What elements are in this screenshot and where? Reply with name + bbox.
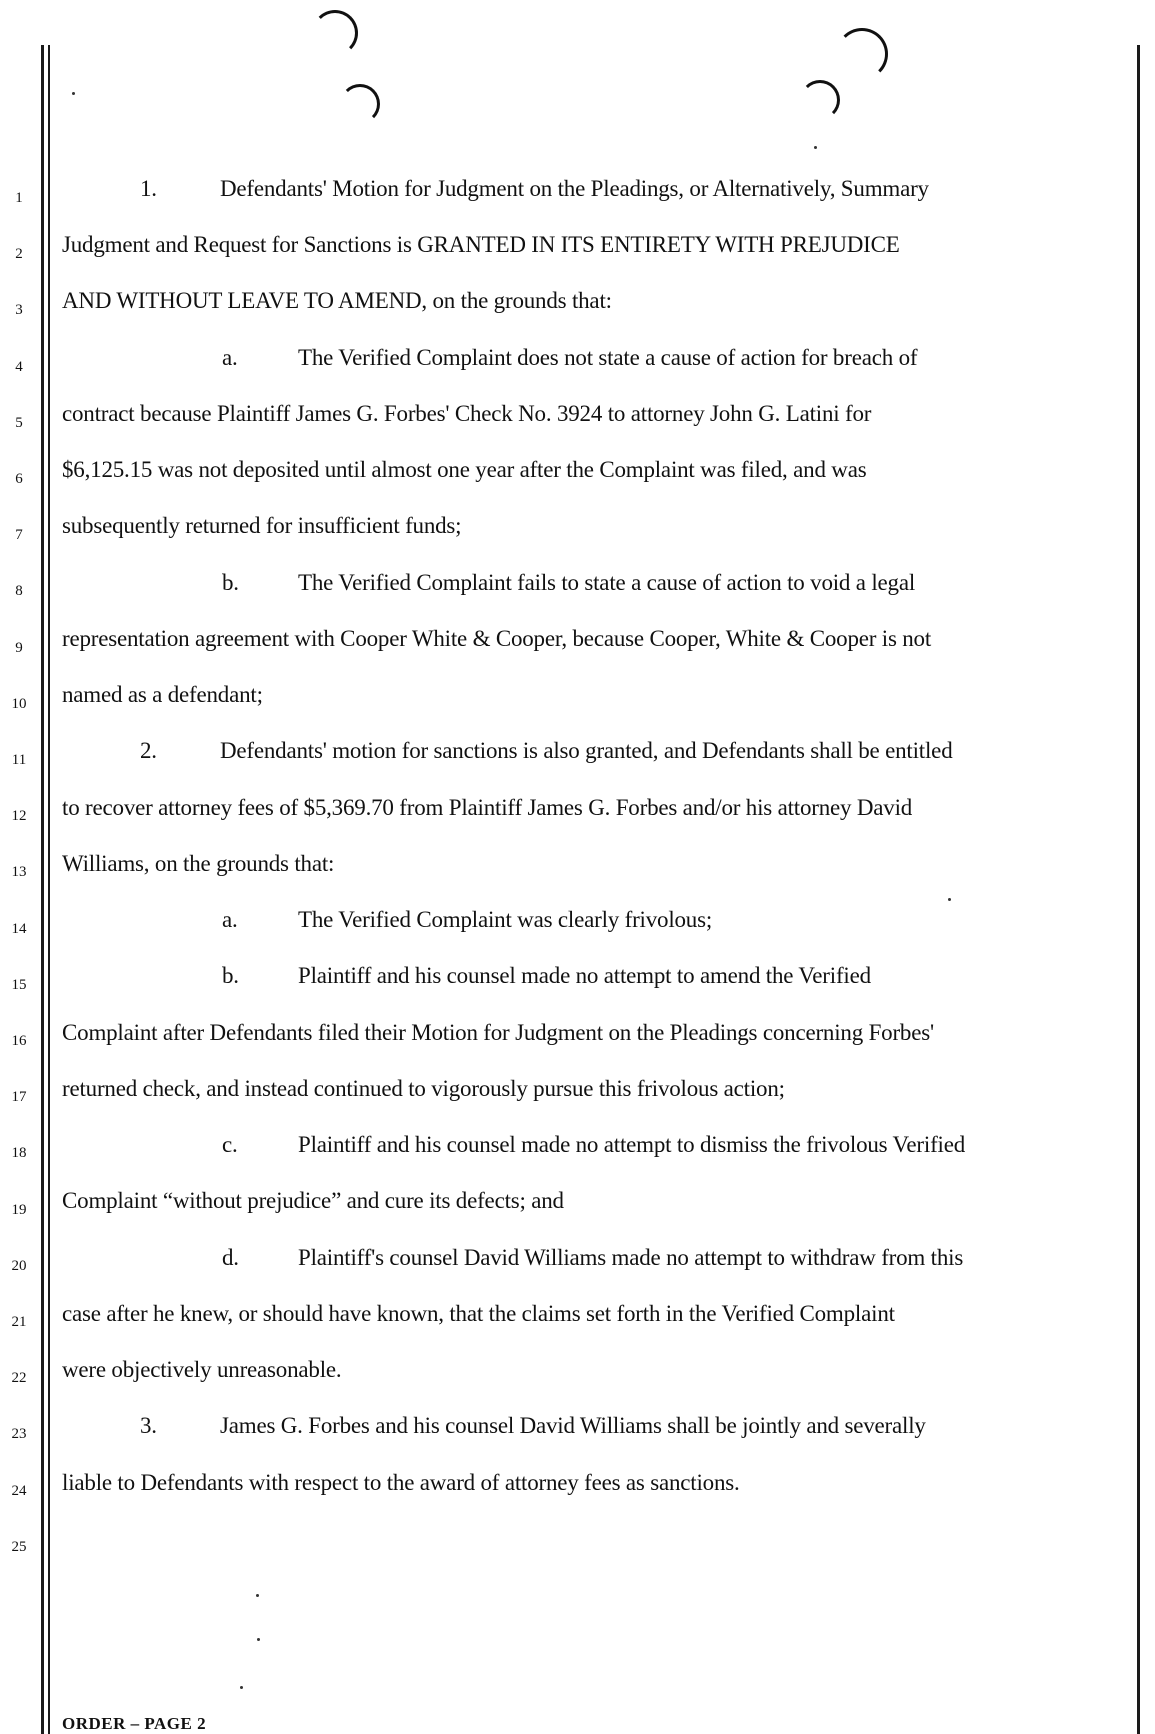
text-line: Complaint after Defendants filed their Motion for Judgment on the Pleadings concerning Forbes' [62,1020,934,1045]
line-number: 2 [15,246,23,263]
text-line: representation agreement with Cooper White & Cooper, because Cooper, White & Cooper is not [62,626,932,651]
line-number: 19 [11,1201,27,1218]
line-number: 3 [15,302,23,319]
scan-speck [240,1686,243,1689]
line-number: 6 [15,471,23,487]
line-number: 17 [11,1089,27,1106]
right-margin-rule [1137,45,1140,1734]
text-line: The Verified Complaint fails to state a cause of action to void a legal [298,570,916,595]
punch-hole-mark [340,84,380,124]
text-line: $6,125.15 was not deposited until almost one year after the Complaint was filed, and was [62,457,867,482]
line-number: 14 [11,920,27,937]
scan-speck [948,898,951,901]
line-number: 22 [11,1370,27,1387]
punch-hole-mark [836,28,888,80]
text-line: The Verified Complaint was clearly frivolous; [298,907,713,932]
scan-speck [814,146,817,149]
line-number: 7 [15,527,23,544]
text-line: Defendants' motion for sanctions is also granted, and Defendants shall be entitled [220,738,953,763]
line-number: 16 [11,1033,27,1049]
line-number: 12 [11,808,27,825]
scan-speck [72,92,75,95]
paragraph-number: 1. [140,176,157,201]
line-number: 5 [15,414,23,431]
subparagraph-label: d. [222,1245,239,1270]
scan-speck [257,1638,260,1641]
page-footer: ORDER – PAGE 2 [62,1714,207,1733]
text-line: liable to Defendants with respect to the award of attorney fees as sanctions. [62,1470,740,1495]
text-line: Complaint “without prejudice” and cure its defects; and [62,1188,564,1213]
subparagraph-1b [222,570,916,596]
subparagraph-label: b. [222,570,239,595]
line-number: 21 [11,1314,27,1330]
line-number: 1 [15,190,23,206]
line-number: 24 [11,1482,27,1499]
text-line: Plaintiff and his counsel made no attempt to dismiss the frivolous Verified [298,1132,966,1157]
line-number: 13 [11,864,27,881]
text-line: named as a defendant; [62,682,263,707]
text-line: returned check, and instead continued to vigorously pursue this frivolous action; [62,1076,785,1101]
line-number: 9 [15,639,23,656]
subparagraph-2d [222,1245,964,1271]
paragraph-3 [140,1413,926,1439]
line-number: 20 [11,1257,27,1274]
paragraph-number: 3. [140,1413,157,1438]
paragraph-number: 2. [140,738,157,763]
paragraph-1 [140,176,929,202]
line-number: 11 [11,752,27,768]
punch-hole-mark [312,10,358,56]
subparagraph-label: c. [222,1132,238,1157]
text-line: Judgment and Request for Sanctions is GRANTED IN ITS ENTIRETY WITH PREJUDICE [62,232,900,257]
subparagraph-1a [222,345,918,371]
subparagraph-2b [222,963,871,989]
line-number: 23 [11,1426,27,1443]
text-line: subsequently returned for insufficient funds; [62,513,462,538]
text-line: Plaintiff's counsel David Williams made no attempt to withdraw from this [298,1245,964,1270]
text-line: case after he knew, or should have known, that the claims set forth in the Verified Complaint [62,1301,895,1326]
text-line: contract because Plaintiff James G. Forbes' Check No. 3924 to attorney John G. Latini for [62,401,872,426]
subparagraph-label: a. [222,345,238,370]
text-line: AND WITHOUT LEAVE TO AMEND, on the grounds that: [62,288,612,313]
text-line: Defendants' Motion for Judgment on the Pleadings, or Alternatively, Summary [220,176,929,201]
subparagraph-2a [222,907,713,933]
text-line: Williams, on the grounds that: [62,851,335,876]
paragraph-2 [140,738,953,764]
left-margin-rule [41,45,44,1734]
text-line: to recover attorney fees of $5,369.70 from Plaintiff James G. Forbes and/or his attorney David [62,795,913,820]
left-margin-rule-inner [48,45,50,1734]
line-number: 8 [15,583,23,600]
line-number: 15 [11,976,27,993]
text-line: James G. Forbes and his counsel David Williams shall be jointly and severally [220,1413,926,1438]
line-number: 10 [11,695,27,712]
subparagraph-label: a. [222,907,238,932]
line-number: 18 [11,1145,27,1162]
text-line: Plaintiff and his counsel made no attempt to amend the Verified [298,963,871,988]
punch-hole-mark [800,80,840,120]
line-number: 25 [11,1538,27,1555]
subparagraph-label: b. [222,963,239,988]
text-line: The Verified Complaint does not state a cause of action for breach of [298,345,918,370]
line-number: 4 [15,358,23,375]
subparagraph-2c [222,1132,966,1158]
text-line: were objectively unreasonable. [62,1357,342,1382]
scan-speck [256,1594,259,1597]
